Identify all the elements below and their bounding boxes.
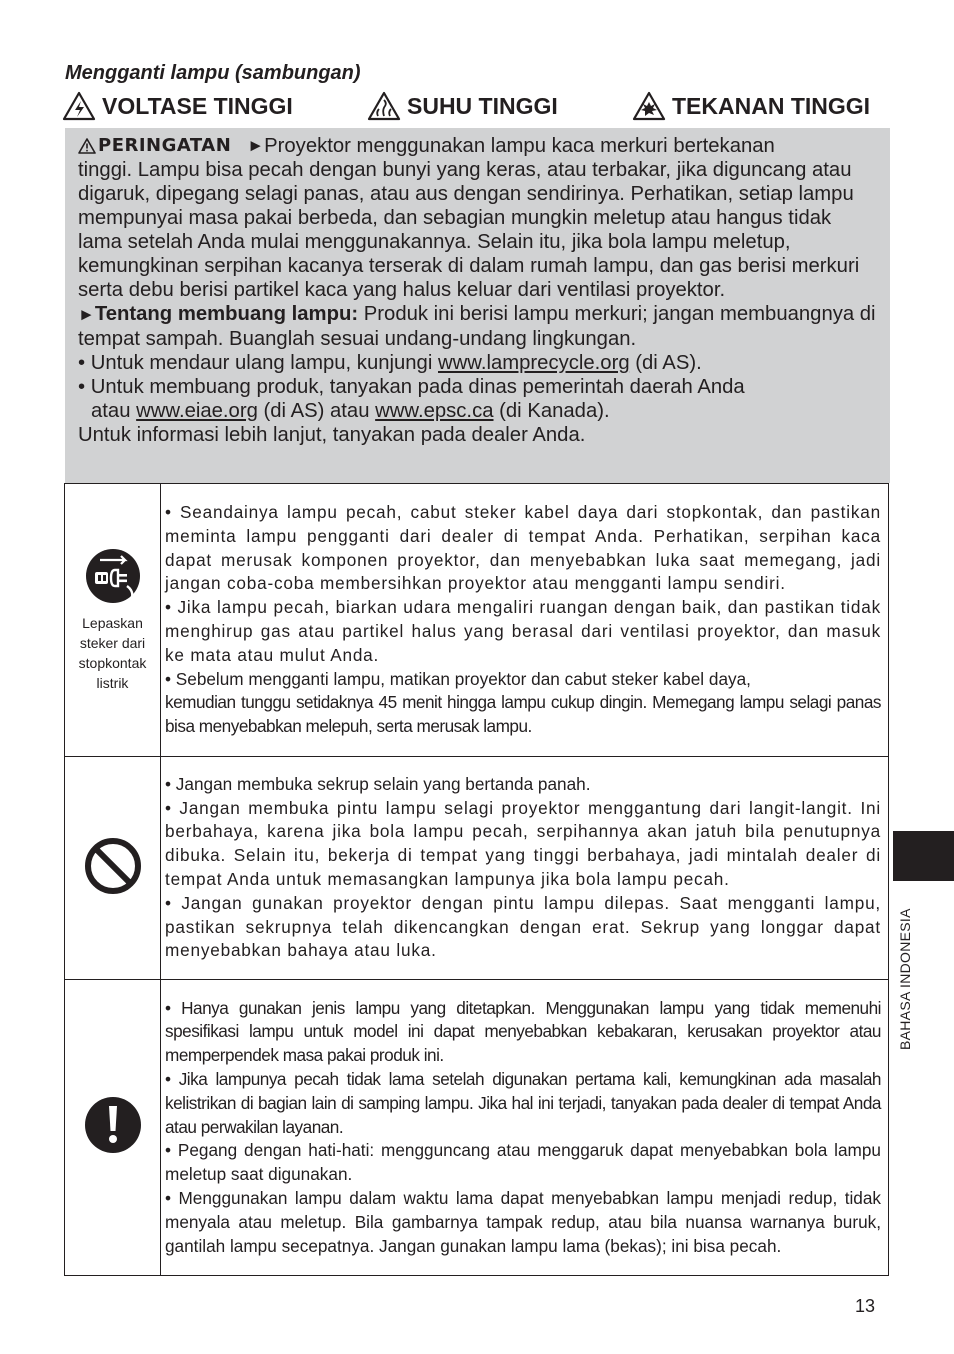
arrow-bullet: ►	[247, 136, 265, 155]
warning-body: tinggi. Lampu bisa pecah dengan bunyi yang keras, atau terbakar, jika diguncang atau digaruk, dipegang selagi panas, atau aus dengan sendirinya. Perhatikan, setiap lampu mempunyai masa pakai berbeda, dan sebagian mungkin meletup atau hangus tidak lama setelah Anda mulai menggunakannya. Selain itu, jika bola lampu meletup, kemungkinan serpihan kacanya terserak di dalam rumah lampu, dan gas berisi merkuri serta debu berisi partikel kaca yang halus keluar dari ventilasi proyektor.	[78, 159, 860, 301]
language-tab	[893, 831, 954, 881]
arrow-bullet: ►	[78, 305, 95, 324]
row2-paragraph: • Jangan membuka sekrup selain yang bertanda panah.	[165, 773, 591, 794]
unplug-caption: Lepaskan steker dari stopkontak listrik	[78, 614, 147, 691]
high-voltage-icon	[62, 91, 96, 121]
prohibited-icon	[84, 837, 142, 895]
hazard-high-temperature	[367, 91, 558, 121]
page-number: 13	[855, 1296, 876, 1316]
safety-row-prohibited	[65, 757, 889, 980]
hazard-label: VOLTASE TINGGI	[102, 92, 293, 119]
epsc-link[interactable]: www.epsc.ca	[375, 400, 494, 422]
warning-first-line	[78, 134, 878, 158]
warning-box	[65, 128, 890, 483]
row3-paragraph: • Menggunakan lampu dalam waktu lama dapat menyebabkan lampu menjadi redup, tidak menyala atau meletup. Bila gambarnya tampak redup, atau bila nuansa warnanya buruk, gantilah lampu secepatnya. Jangan gunakan lampu lama (bekas); ini bisa pecah.	[165, 1187, 881, 1256]
hazard-label: TEKANAN TINGGI	[672, 92, 871, 119]
disposal-label: Tentang membuang lampu:	[94, 303, 359, 325]
row2-paragraph: • Jangan gunakan proyektor dengan pintu lampu dilepas. Saat mengganti lampu, pastikan sekrupnya telah dikencangkan dengan erat. Sekrup yang longgar dapat menyebabkan bahaya atau luka.	[165, 892, 881, 961]
icon-cell	[65, 980, 161, 1276]
hazard-high-voltage	[62, 91, 293, 121]
hazard-label: SUHU TINGGI	[407, 92, 558, 119]
section-subtitle: Mengganti lampu (sambungan)	[65, 62, 361, 84]
row1-paragraph: kemudian tunggu setidaknya 45 menit hingga lampu cukup dingin. Memegang lampu selagi panas bisa menyebabkan melepuh, serta merusak lampu.	[165, 692, 881, 737]
dispose-line: • Untuk membuang produk, tanyakan pada dinas pemerintah daerah Anda	[78, 376, 745, 398]
row1-paragraph: • Sebelum mengganti lampu, matikan proyektor dan cabut steker kabel daya,	[165, 668, 751, 689]
dispose-links-line: atau www.eiae.org (di AS) atau www.epsc.ca (di Kanada).	[91, 400, 610, 422]
icon-cell	[65, 757, 161, 980]
disposal-text: Produk ini berisi lampu merkuri; jangan membuangnya di tempat sampah. Buanglah sesuai undang-undang lingkungan.	[78, 303, 876, 350]
warning-line1: Proyektor menggunakan lampu kaca merkuri bertekanan	[264, 135, 775, 157]
row2-paragraph: • Jangan membuka pintu lampu selagi proyektor menggantung dari langit-langit. Ini berbahaya, karena jika bola lampu pecah, serpihannya akan jatuh bila penutupnya dibuka. Selain itu, bekerja di tempat yang tinggi berbahaya, jadi mintalah dealer di tempat Anda untuk memasangkan lampunya jika bola lampu pecah.	[165, 797, 881, 889]
mandatory-exclamation-icon	[84, 1096, 142, 1154]
more-info-line: Untuk informasi lebih lanjut, tanyakan pada dealer Anda.	[78, 424, 586, 446]
text-cell	[161, 757, 889, 980]
icon-cell	[65, 484, 161, 757]
row1-paragraph: • Seandainya lampu pecah, cabut steker kabel daya dari stopkontak, dan pastikan meminta lampu pengganti dari dealer di tempat Anda. Perhatikan, serpihan kaca dapat merusak komponen proyektor, dan menyebabkan luka saat memegang, jadi jangan coba-coba membersihkan proyektor atau mengganti lampu sendiri.	[165, 502, 881, 594]
unplug-icon	[85, 548, 141, 604]
row3-paragraph: • Pegang dengan hati-hati: mengguncang atau menggaruk dapat menyebabkan bola lampu meletup saat digunakan.	[165, 1140, 881, 1185]
warning-label: PERINGATAN	[78, 134, 231, 158]
eiae-link[interactable]: www.eiae.org	[136, 400, 258, 422]
safety-row-unplug	[65, 484, 889, 757]
disposal-paragraph	[78, 302, 878, 351]
warning-triangle-icon	[78, 138, 96, 154]
hazard-labels	[62, 91, 890, 125]
row3-paragraph: • Hanya gunakan jenis lampu yang ditetapkan. Menggunakan lampu yang tidak memenuhi spesifikasi lampu untuk model ini dapat menyebabkan kebakaran, kerusakan proyektor atau memperpendek masa pakai produk ini.	[165, 997, 881, 1066]
hazard-high-pressure	[632, 91, 870, 121]
text-cell	[161, 980, 889, 1276]
row3-paragraph: • Jika lampunya pecah tidak lama setelah digunakan pertama kali, kemungkinan ada masalah kelistrikan di bagian lain di samping lampu. Jika hal ini terjadi, tanyakan pada dealer di tempat Anda atau perwakilan layanan.	[165, 1069, 881, 1137]
safety-row-mandatory	[65, 980, 889, 1276]
high-temperature-icon	[367, 91, 401, 121]
language-label: BAHASA INDONESIA	[897, 908, 913, 1050]
lamprecycle-link[interactable]: www.lamprecycle.org	[438, 352, 630, 374]
text-cell	[161, 484, 889, 757]
recycle-line: • Untuk mendaur ulang lampu, kunjungi www.lamprecycle.org (di AS).	[78, 352, 702, 374]
safety-table	[64, 483, 889, 1276]
row1-paragraph: • Jika lampu pecah, biarkan udara mengaliri ruangan dengan baik, dan pastikan tidak menghirup gas atau partikel halus yang berasal dari ventilasi proyektor, dan masuk ke mata atau mulut Anda.	[165, 597, 881, 665]
high-pressure-icon	[632, 91, 666, 121]
